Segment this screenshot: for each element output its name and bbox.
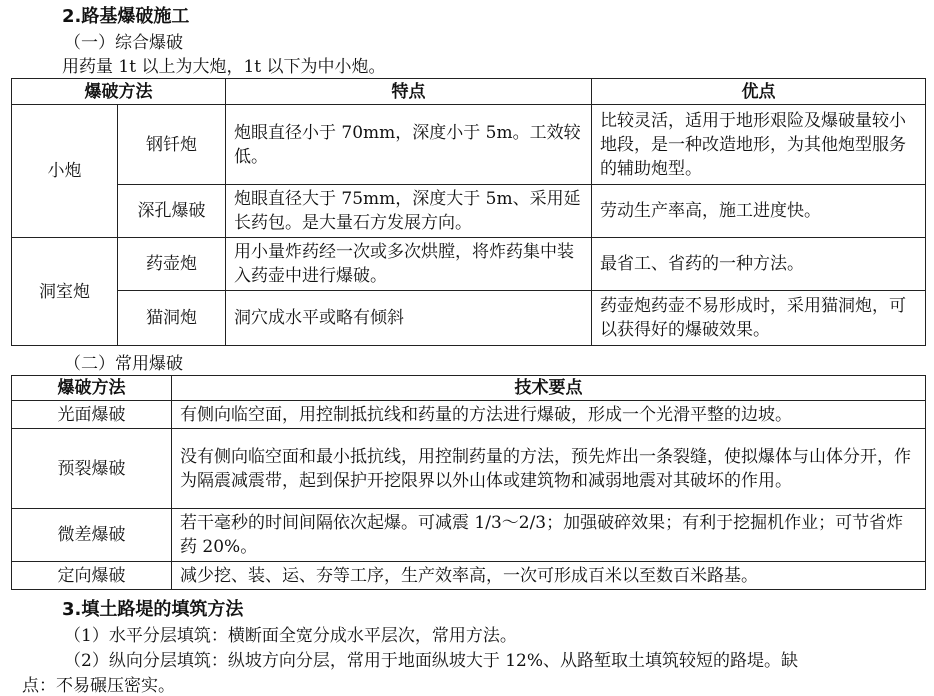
- table-row: [12, 509, 926, 562]
- subsection-2-title: （二）常用爆破: [64, 354, 183, 374]
- section-2-title: 2.路基爆破施工: [62, 6, 190, 27]
- method-cell: 预裂爆破: [12, 429, 172, 509]
- point-cell: 减少挖、装、运、夯等工序，生产效率高，一次可形成百米以至数百米路基。: [172, 562, 926, 590]
- subsection-1-title: （一）综合爆破: [64, 33, 183, 53]
- method-cell: 猫洞炮: [118, 291, 226, 346]
- group-small-blast: 小炮: [12, 105, 118, 238]
- blasting-methods-table: [11, 78, 926, 346]
- header-method: 爆破方法: [12, 79, 226, 105]
- advantage-cell: 劳动生产率高，施工进度快。: [592, 185, 926, 238]
- advantage-cell: 最省工、省药的一种方法。: [592, 238, 926, 291]
- header-advantage: 优点: [592, 79, 926, 105]
- method-cell: 钢钎炮: [118, 105, 226, 185]
- method-cell: 深孔爆破: [118, 185, 226, 238]
- header-technical-points: 技术要点: [172, 376, 926, 401]
- feature-cell: 用小量炸药经一次或多次烘膛，将炸药集中装入药壶中进行爆破。: [226, 238, 592, 291]
- table-row: [12, 105, 926, 185]
- group-chamber-blast: 洞室炮: [12, 238, 118, 346]
- point-cell: 有侧向临空面，用控制抵抗线和药量的方法进行爆破，形成一个光滑平整的边坡。: [172, 401, 926, 429]
- method-cell: 药壶炮: [118, 238, 226, 291]
- method-cell: 光面爆破: [12, 401, 172, 429]
- table-row: [12, 429, 926, 509]
- point-cell: 没有侧向临空面和最小抵抗线，用控制药量的方法，预先炸出一条裂缝，使拟爆体与山体分开，作为隔震减震带，起到保护开挖限界以外山体或建筑物和减弱地震对其破坏的作用。: [172, 429, 926, 509]
- advantage-cell: 药壶炮药壶不易形成时，采用猫洞炮，可以获得好的爆破效果。: [592, 291, 926, 346]
- fill-method-2-continued: 点：不易碾压密实。: [22, 676, 175, 696]
- fill-method-2: （2）纵向分层填筑：纵坡方向分层，常用于地面纵坡大于 12%、从路堑取土填筑较短的路堤。缺: [64, 651, 799, 671]
- table-row: [12, 238, 926, 291]
- table-row: [12, 401, 926, 429]
- header-method: 爆破方法: [12, 376, 172, 401]
- technical-points-table: [11, 375, 926, 590]
- advantage-cell: 比较灵活，适用于地形艰险及爆破量较小地段，是一种改造地形，为其他炮型服务的辅助炮型。: [592, 105, 926, 185]
- feature-cell: 炮眼直径大于 75mm，深度大于 5m、采用延长药包。是大量石方发展方向。: [226, 185, 592, 238]
- section-3-title: 3.填土路堤的填筑方法: [62, 599, 244, 620]
- method-cell: 定向爆破: [12, 562, 172, 590]
- fill-method-1: （1）水平分层填筑：横断面全宽分成水平层次，常用方法。: [64, 626, 517, 646]
- method-cell: 微差爆破: [12, 509, 172, 562]
- table-row: [12, 291, 926, 346]
- feature-cell: 炮眼直径小于 70mm，深度小于 5m。工效较低。: [226, 105, 592, 185]
- header-feature: 特点: [226, 79, 592, 105]
- table-row: [12, 185, 926, 238]
- charge-note: 用药量 1t 以上为大炮，1t 以下为中小炮。: [62, 57, 386, 77]
- table-row: [12, 562, 926, 590]
- feature-cell: 洞穴成水平或略有倾斜: [226, 291, 592, 346]
- point-cell: 若干毫秒的时间间隔依次起爆。可减震 1/3～2/3；加强破碎效果；有利于挖掘机作业；可节省炸药 20%。: [172, 509, 926, 562]
